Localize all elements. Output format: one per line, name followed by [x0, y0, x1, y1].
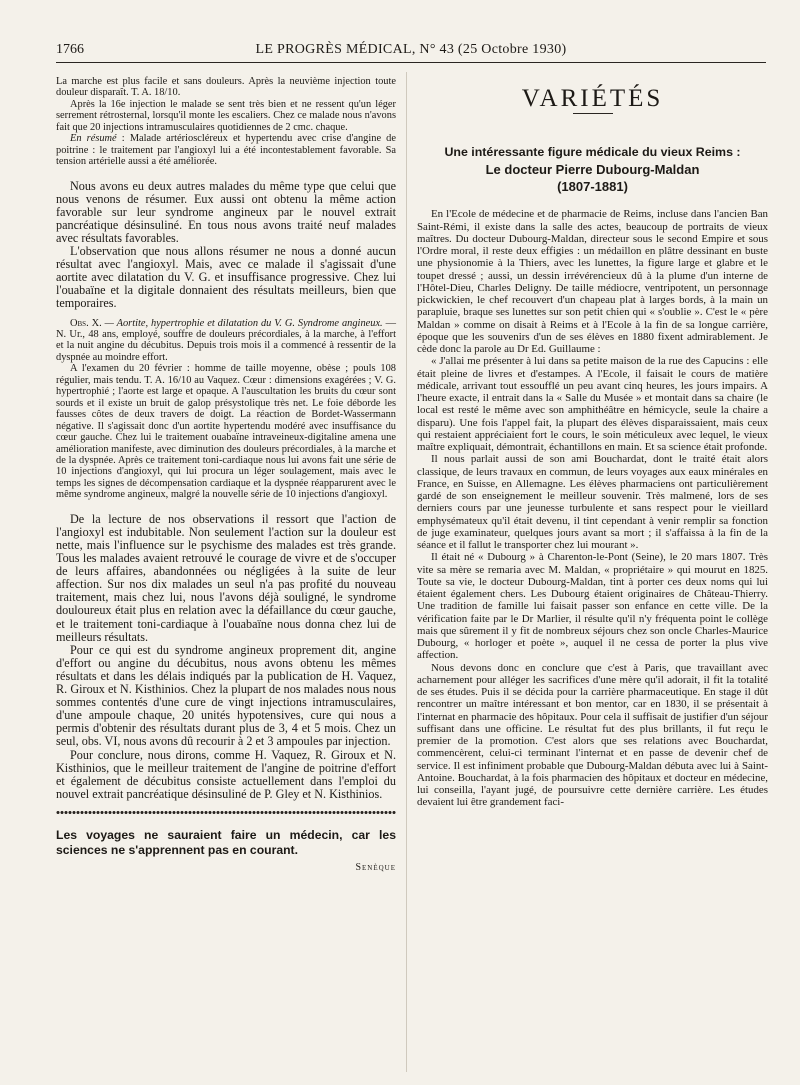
paragraph: La marche est plus facile et sans douleurs. Après la neuvième injection toute douleur disparaît. T. A. 18/10.	[56, 76, 396, 99]
paragraph: Pour conclure, nous dirons, comme H. Vaquez, R. Giroux et N. Kisthinios, que le meilleur traitement de l'angine de poitrine d'effort et également de décubitus consiste actuellement dans l'emploi du nouvel extrait pancréatique désinsuliné de P. Gley et N. Kisthinios.	[56, 747, 396, 801]
paragraph: Pour ce qui est du syndrome angineux proprement dit, angine d'effort ou angine du décubitus, nous avons obtenu les mêmes résultats et dans les délais indiqués par la publication de H. Vaquez, R. Giroux et N. Kisthinios. Chez la plupart de nos malades nous nous sommes contentés d'une cure de vingt injections intramusculaires, d'une ampoule chaque, 20 unités hypotensives, cure qui nous a permis d'obtenir des résultats durant plus de 3, 4 et 5 mois. Chez un seul, obs. VI, nous avons dû recourir à 2 et 3 ampoules par injection.	[56, 642, 396, 749]
title-rule	[573, 113, 613, 114]
resume-label: En résumé	[70, 133, 117, 145]
obs-title: — Aortite, hypertrophie et dilatation du V. G. Syndrome angineux.	[101, 317, 383, 329]
obs-text: — N. Ur., 48 ans, employé, souffre de douleurs précordiales, à la marche, à l'effort et la nuit angine du décubitus. Depuis trois mois il a commencé à ressentir de la dyspnée au moindre effort.	[56, 317, 396, 363]
paragraph: Après la 16e injection le malade se sent très bien et ne ressent qu'un léger serrement rétrosternal, lorsqu'il monte les escaliers. Chez ce malade nous n'avons fait que 20 injections intramusculaires quotidiennes de 2 cmc. chaque.	[56, 98, 396, 133]
observation-end	[56, 76, 396, 168]
resume-text: : Malade artérioscléreux et hypertendu avec crise d'angine de poitrine : le traitement par l'angioxyl lui a été incontestablement favorable. Sa tension artérielle aussi a été améliorée.	[56, 133, 396, 168]
resume-paragraph	[56, 133, 396, 167]
right-column	[417, 76, 768, 809]
left-column	[56, 76, 396, 874]
quote: Les voyages ne sauraient faire un médecin, car les sciences ne s'apprennent pas en courant.	[56, 827, 396, 857]
subject-dates: (1807-1881)	[557, 179, 628, 195]
paragraph: « J'allai me présenter à lui dans sa petite maison de la rue des Capucins : elle était pleine de livres et d'estampes. A l'Ecole, il faisait le cours de matière médicale, arrivant tout essoufflé un peu avant cinq heures, les jours impairs. A l'heure exacte, il entrait dans la « Salle du Musée » et montait dans sa chaire (le local est resté le même avec son amphithéâtre en hémicycle, seule la chaire a disparu). Une fois l'appel fait, la plupart des élèves disparaissaient, mais ceux qui restaient appréciaient fort le cours, le soin méticuleux avec lequel, le vieux maître expliquait, démontrait, échantillons en main. Et sa science était profonde.	[417, 355, 768, 454]
paragraph: En l'Ecole de médecine et de pharmacie de Reims, incluse dans l'ancien Ban Saint-Rémi, il existe dans la salle des actes, beaucoup de portraits de vieux maîtres. Du docteur Dubourg-Maldan, directeur sous le second Empire et sous l'Ordre moral, il reste deux effigies : un médaillon en plâtre dessinant en buste une physionomie à la Thiers, avec les lunettes, la figure large et glabre et le toupet dressé ; aussi, un dessin irrévérencieux dû à la plume d'un interne de l'Hôtel-Dieu, Charles Deligny. De taille médiocre, ventripotent, un personnage pickwickien, le chef recouvert d'un chapeau plat à larges bords, à la main un parapluie, braque ses lunettes sur son petit chien qui « s'oublie ». C'est le « père Maldan » comme on disait à Reims et à l'Ecole à la fin de sa longue carrière, époque que les souvenirs d'un de ses élèves en 1880 fixent admirablement. Je cède donc la parole au Dr Ed. Guillaume :	[417, 208, 768, 356]
paragraph: Nous devons donc en conclure que c'est à Paris, que travaillant avec acharnement pour alléger les sacrifices d'une mère qu'il adorait, il fit la totalité de ses études. Puis il se décida pour la carrière pharmaceutique. En stage il dût rencontrer un maître intéressant et bon mentor, car en 1830, il se présentait à l'internat en pharmacie des hôpitaux. Pour cela il suffisait de justifier d'un séjour suffisant dans une officine. Le résultat fut des plus brillants, il fut reçu le premier de la promotion. C'est alors que ses relations avec Bouchardat, commencèrent, celui-ci terminant l'internat et en passe de devenir chef de service. Il est infiniment probable que Dubourg-Maldan débuta avec lui à Saint-Antoine. Bouchardat, à la fois pharmacien des hôpitaux et docteur en médecine, lui conseilla, l'ayant jugé, de poursuivre cette dernière carrière. Les études devaient lui être grandement faci-	[417, 661, 768, 809]
section-title: VARIÉTÉS	[521, 85, 664, 112]
paragraph: Il nous parlait aussi de son ami Bouchardat, dont le traité était alors classique, de leurs travaux en commun, de leurs voyages aux eaux minérales en France, en Suisse, en Allemagne. Les élèves pharmaciens ont particulièrement gardé de son enseignement le meilleur souvenir. Très malmené, lors de ses derniers cours par une jeunesse turbulente et sans respect pour le vieillard emphysémateux qu'il était devenu, il tint cependant à venir remplir sa fonction de juge examinateur, quelques jours avant sa mort ; il s'affaissa à la fin de la séance et il fallut le transporter chez lui mourant ».	[417, 453, 768, 552]
running-header	[56, 40, 766, 63]
column-divider	[406, 72, 407, 1072]
article-heading	[417, 144, 768, 195]
paragraph: A l'examen du 20 février : homme de taille moyenne, obèse ; pouls 108 régulier, mais tendu. T. A. 16/10 au Vaquez. Cœur : dimensions exagérées ; V. G. hypertrophié ; l'aorte est large et opaque. A l'auscultation les bruits du cœur sont sourds et il existe un bruit de galop présystolique très net. Le foie déborde les fausses côtes de deux travers de doigt. La réaction de Bordet-Wassermann négative. Il s'agissait donc d'un aortite hypertendu modéré avec insuffisance du cœur gauche. Chez lui le traitement ouabaïne intraveineux-digitaline amena une amélioration manifeste, avec diminution des douleurs précordiales, à la marche et de la dyspnée. Après ce traitement toni-cardiaque nous lui avons fait une série de 10 injections d'angioxyl, qui lui procura un léger soulagement, mais avec le temps les signes de décompensation cardiaque et la dyspnée réapparurent avec le même syndrome angineux, malgré la nouvelle série de 10 injections d'angioxyl.	[56, 363, 396, 501]
dotted-rule	[56, 809, 396, 816]
page-number: 1766	[56, 42, 84, 57]
article-body	[417, 208, 768, 808]
paragraph: De la lecture de nos observations il ressort que l'action de l'angioxyl est indubitable. Non seulement l'action sur la douleur est nette, mais l'influence sur le psychisme des malades est très grande. Tous les malades avaient retrouvé le courage de vivre et de s'occuper de leurs affaires, abandonnées ou négligées à la suite de leur affection. Sur nos dix malades un seul n'a pas profité du nouveau traitement, mais chez lui, nous l'avons déjà souligné, le syndrome douloureux était plus en relation avec la défaillance du cœur gauche, et le traitement toni-cardiaque à l'ouabaïne nous donna chez lui de meilleurs résultats.	[56, 511, 396, 644]
journal-title: LE PROGRÈS MÉDICAL, N° 43 (25 Octobre 1930)	[255, 42, 567, 57]
subject-name: Le docteur Pierre Dubourg-Maldan	[485, 162, 700, 178]
observation-heading	[56, 318, 396, 364]
paragraph: L'observation que nous allons résumer ne nous a donné aucun résultat avec l'angioxyl. Mais, avec ce malade il s'agissait d'une aortite avec dilatation du V. G. et insuffisance progressive. Chez lui l'ouabaïne et la digitale donnaient des résultats meilleurs, bien que temporaires.	[56, 244, 396, 311]
conclusion-block	[56, 513, 396, 801]
headline: Une intéressante figure médicale du vieux Reims :	[444, 145, 741, 160]
paragraph: Il était né « Dubourg » à Charenton-le-Pont (Seine), le 20 mars 1807. Très vite sa mère se remaria avec M. Maldan, « propriétaire » qui mourut en 1825. Toute sa vie, le docteur Dubourg-Maldan, tint à porter ces deux noms qui lui étaient également chers. Les Dubourg étaient originaires de Château-Thierry. Une tradition de famille lui faisait passer son enfance en cette ville. De la vérification faite par le Dr Marlier, il résulte qu'il n'y fréquenta point le collège mais que sûrement il y fit de nombreux séjours chez son oncle Charles-Maurice Dubourg, « horloger et poète », auquel il ne cessa de porter la plus vive affection.	[417, 551, 768, 662]
obs-label: Obs. X.	[70, 317, 102, 329]
paragraph: Nous avons eu deux autres malades du même type que celui que nous venons de résumer. Eux aussi ont obtenu la même action favorable sur leur syndrome angineux par le nouvel extrait pancréatique désinsuliné. En tous nous avons traité neuf malades avec résultats favorables.	[56, 178, 396, 245]
quote-signature: Senèque	[355, 861, 396, 873]
discussion-block	[56, 180, 396, 311]
observation-x	[56, 318, 396, 501]
